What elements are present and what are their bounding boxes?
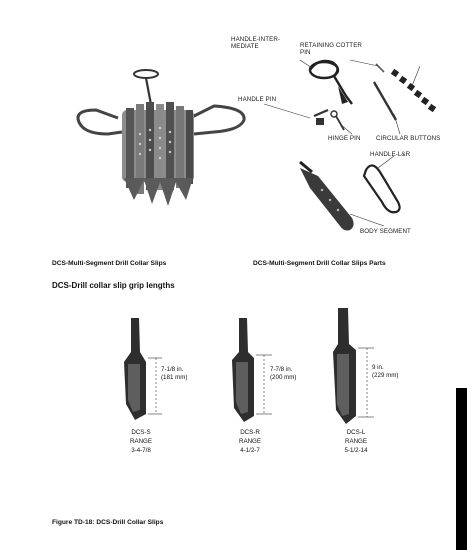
dimension-dcs-l: 9 in. (229 mm)	[372, 364, 399, 379]
callout-retaining-cotter-pin: RETAINING COTTER PIN	[300, 42, 362, 57]
slip-range: 5-1/2-14	[344, 447, 368, 454]
slip-label-dcs-s	[121, 428, 161, 455]
slip-profile-dcs-l	[333, 308, 374, 424]
slip-model: DCS-S	[131, 429, 151, 436]
callout-handle-lr: HANDLE-L&R	[370, 151, 411, 158]
callout-body-segment: BODY SEGMENT	[360, 228, 411, 235]
slip-label-dcs-l	[336, 428, 376, 455]
slip-profile-dcs-s	[124, 318, 162, 420]
slip-model: DCS-R	[240, 429, 260, 436]
caption-slips-parts: DCS-Multi-Segment Drill Collar Slips Parts	[253, 260, 386, 267]
caption-assembled-slips: DCS-Multi-Segment Drill Collar Slips	[52, 260, 167, 267]
callout-handle-intermediate: HANDLE-INTER- MEDIATE	[231, 36, 281, 51]
dimension-dcs-r: 7-7/8 in. (200 mm)	[270, 366, 297, 381]
slip-model: DCS-L	[346, 429, 366, 436]
slip-range-label: RANGE	[238, 438, 261, 445]
callout-circular-buttons: CIRCULAR BUTTONS	[376, 135, 441, 142]
callout-hinge-pin: HINGE PIN	[328, 135, 361, 142]
slip-range-label: RANGE	[129, 438, 152, 445]
callout-handle-pin: HANDLE PIN	[238, 96, 277, 103]
page-edge-tab	[456, 388, 467, 550]
slip-range-label: RANGE	[344, 438, 367, 445]
slip-profile-dcs-r	[232, 318, 272, 422]
slip-range: 3-4-7/8	[131, 447, 151, 454]
dimension-dcs-s: 7-1/8 in. (181 mm)	[161, 366, 188, 381]
figure-caption: Figure TD-18: DCS-Drill Collar Slips	[52, 519, 164, 526]
slip-range: 4-1/2-7	[240, 447, 260, 454]
section-title-grip-lengths: DCS-Drill collar slip grip lengths	[52, 281, 175, 290]
slip-label-dcs-r	[230, 428, 270, 455]
